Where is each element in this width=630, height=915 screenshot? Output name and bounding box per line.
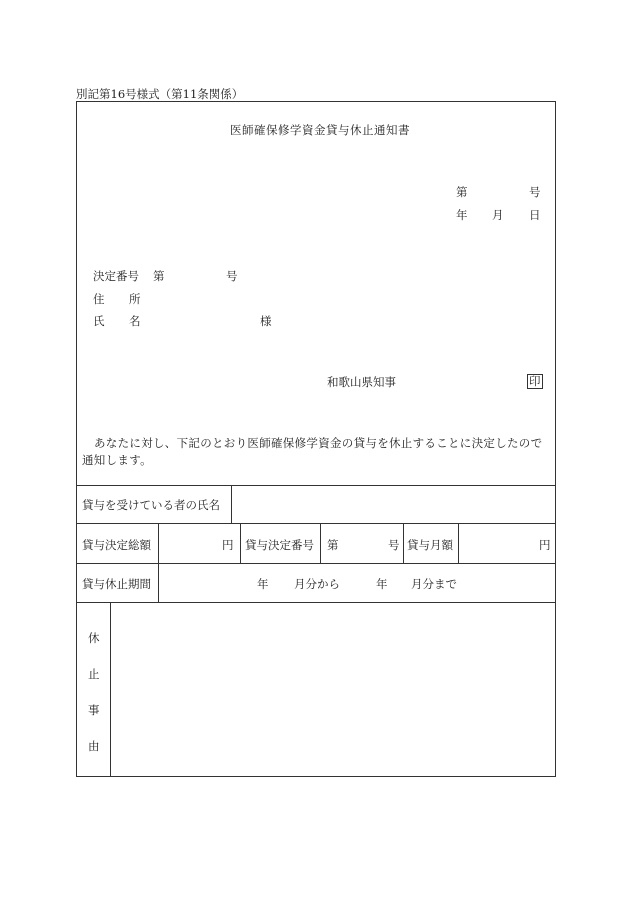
- name-label-char-1: 氏: [93, 314, 105, 328]
- seal-icon: 印: [529, 374, 541, 388]
- header-year: 年: [456, 208, 468, 222]
- name-label-char-2: 名: [129, 314, 141, 328]
- suspension-period-label: 貸与休止期間: [82, 577, 151, 591]
- reason-label-char-3: 事: [88, 703, 100, 717]
- table-vline-b: [240, 523, 241, 563]
- decision-number-prefix: 第: [153, 269, 165, 283]
- header-day: 日: [529, 208, 541, 222]
- form-number: 別記第16号様式（第11条関係）: [76, 87, 244, 101]
- reason-label-char-1: 休: [88, 631, 100, 645]
- reason-label-char-2: 止: [88, 667, 100, 681]
- header-number-prefix: 第: [456, 185, 468, 199]
- borrower-name-label: 貸与を受けている者の氏名: [82, 498, 220, 512]
- table-vline-reason: [110, 602, 111, 777]
- table-row-line-3: [76, 602, 556, 603]
- period-from-month: 月分から: [294, 577, 340, 591]
- issuer-name: 和歌山県知事: [327, 375, 396, 389]
- address-label-char-1: 住: [93, 292, 105, 306]
- decision-number-label: 決定番号: [93, 269, 139, 283]
- decision-number-suffix-table: 号: [388, 538, 400, 552]
- honorific: 様: [260, 314, 272, 328]
- header-month: 月: [492, 208, 504, 222]
- period-to-month: 月分まで: [411, 577, 457, 591]
- monthly-amount-unit: 円: [539, 538, 551, 552]
- body-text: あなたに対し、下記のとおり医師確保修学資金の貸与を休止することに決定したので通知します。: [82, 436, 543, 467]
- header-number-suffix: 号: [529, 185, 541, 199]
- decision-number-prefix-table: 第: [327, 538, 339, 552]
- period-to-year: 年: [376, 577, 388, 591]
- table-top-line: [76, 485, 556, 486]
- monthly-amount-label: 貸与月額: [407, 538, 453, 552]
- document-title: 医師確保修学資金貸与休止通知書: [230, 123, 410, 137]
- table-vline-a: [158, 523, 159, 602]
- total-amount-unit: 円: [222, 538, 234, 552]
- total-amount-label: 貸与決定総額: [82, 538, 151, 552]
- decision-number-label-table: 貸与決定番号: [245, 538, 314, 552]
- address-label-char-2: 所: [129, 292, 141, 306]
- table-vline-c: [320, 523, 321, 563]
- table-vline-d: [403, 523, 404, 563]
- table-row-line-1: [76, 523, 556, 524]
- table-vline-name: [231, 485, 232, 523]
- period-from-year: 年: [257, 577, 269, 591]
- table-vline-e: [458, 523, 459, 563]
- decision-number-suffix: 号: [226, 269, 238, 283]
- table-row-line-2: [76, 563, 556, 564]
- reason-label-char-4: 由: [88, 739, 100, 753]
